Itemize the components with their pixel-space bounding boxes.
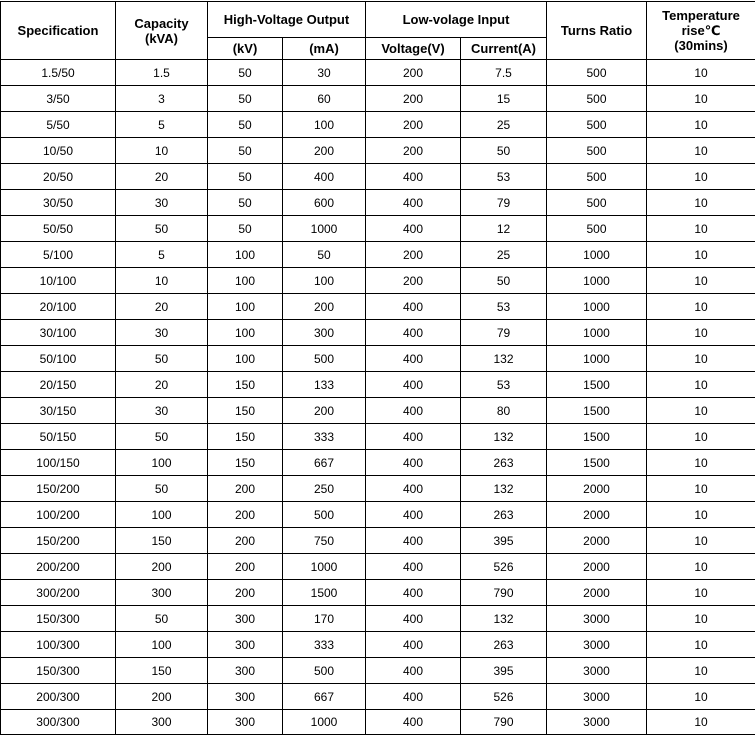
cell-lv-current: 53 <box>461 372 547 398</box>
table-row <box>1 710 755 735</box>
cell-specification: 300/300 <box>1 710 116 735</box>
cell-lv-voltage: 400 <box>366 398 461 424</box>
cell-hv-kv: 50 <box>208 86 283 112</box>
cell-capacity: 30 <box>116 320 208 346</box>
cell-capacity: 30 <box>116 190 208 216</box>
cell-turns-ratio: 3000 <box>547 658 647 684</box>
cell-hv-kv: 300 <box>208 632 283 658</box>
table-row <box>1 502 755 528</box>
table-row <box>1 580 755 606</box>
cell-hv-ma: 50 <box>283 242 366 268</box>
table-row <box>1 60 755 86</box>
cell-specification: 100/200 <box>1 502 116 528</box>
cell-turns-ratio: 1500 <box>547 424 647 450</box>
header-temperature-line1: Temperature <box>662 8 740 23</box>
cell-hv-kv: 200 <box>208 476 283 502</box>
cell-lv-voltage: 200 <box>366 60 461 86</box>
header-specification: Specification <box>1 2 116 60</box>
cell-lv-voltage: 200 <box>366 138 461 164</box>
table-row <box>1 372 755 398</box>
cell-capacity: 150 <box>116 658 208 684</box>
cell-lv-current: 132 <box>461 424 547 450</box>
cell-hv-kv: 200 <box>208 502 283 528</box>
cell-temperature-rise: 10 <box>647 346 755 372</box>
cell-capacity: 100 <box>116 450 208 476</box>
cell-turns-ratio: 500 <box>547 86 647 112</box>
header-high-voltage-output: High-Voltage Output <box>208 2 366 38</box>
cell-hv-ma: 667 <box>283 684 366 710</box>
cell-hv-kv: 100 <box>208 346 283 372</box>
cell-hv-ma: 250 <box>283 476 366 502</box>
cell-hv-ma: 1000 <box>283 710 366 735</box>
cell-temperature-rise: 10 <box>647 632 755 658</box>
cell-capacity: 300 <box>116 580 208 606</box>
cell-turns-ratio: 500 <box>547 112 647 138</box>
cell-lv-current: 53 <box>461 164 547 190</box>
cell-specification: 300/200 <box>1 580 116 606</box>
header-lv-current: Current(A) <box>461 38 547 60</box>
cell-turns-ratio: 500 <box>547 216 647 242</box>
table-row <box>1 138 755 164</box>
cell-temperature-rise: 10 <box>647 554 755 580</box>
cell-capacity: 20 <box>116 294 208 320</box>
cell-hv-kv: 300 <box>208 710 283 735</box>
cell-temperature-rise: 10 <box>647 398 755 424</box>
header-low-voltage-input: Low-volage Input <box>366 2 547 38</box>
cell-hv-ma: 333 <box>283 632 366 658</box>
cell-capacity: 10 <box>116 268 208 294</box>
table-row <box>1 424 755 450</box>
cell-temperature-rise: 10 <box>647 424 755 450</box>
cell-lv-current: 25 <box>461 242 547 268</box>
cell-hv-kv: 100 <box>208 242 283 268</box>
header-hv-kv: (kV) <box>208 38 283 60</box>
cell-lv-current: 132 <box>461 476 547 502</box>
cell-lv-current: 12 <box>461 216 547 242</box>
cell-lv-voltage: 400 <box>366 294 461 320</box>
cell-hv-ma: 1000 <box>283 554 366 580</box>
cell-hv-kv: 100 <box>208 294 283 320</box>
cell-hv-ma: 333 <box>283 424 366 450</box>
cell-turns-ratio: 500 <box>547 190 647 216</box>
cell-temperature-rise: 10 <box>647 658 755 684</box>
cell-lv-voltage: 400 <box>366 606 461 632</box>
cell-hv-ma: 667 <box>283 450 366 476</box>
cell-lv-current: 790 <box>461 580 547 606</box>
cell-temperature-rise: 10 <box>647 320 755 346</box>
table-row <box>1 632 755 658</box>
cell-lv-voltage: 400 <box>366 684 461 710</box>
cell-temperature-rise: 10 <box>647 138 755 164</box>
cell-hv-kv: 300 <box>208 684 283 710</box>
cell-specification: 1.5/50 <box>1 60 116 86</box>
cell-lv-current: 25 <box>461 112 547 138</box>
cell-specification: 30/100 <box>1 320 116 346</box>
cell-hv-ma: 400 <box>283 164 366 190</box>
cell-hv-ma: 500 <box>283 346 366 372</box>
table-row <box>1 268 755 294</box>
cell-lv-current: 263 <box>461 632 547 658</box>
cell-lv-voltage: 400 <box>366 502 461 528</box>
cell-capacity: 300 <box>116 710 208 735</box>
cell-lv-current: 526 <box>461 554 547 580</box>
cell-turns-ratio: 2000 <box>547 476 647 502</box>
cell-lv-voltage: 400 <box>366 528 461 554</box>
cell-capacity: 20 <box>116 372 208 398</box>
cell-lv-voltage: 400 <box>366 424 461 450</box>
cell-lv-voltage: 400 <box>366 710 461 735</box>
cell-turns-ratio: 2000 <box>547 502 647 528</box>
cell-hv-ma: 100 <box>283 112 366 138</box>
cell-temperature-rise: 10 <box>647 268 755 294</box>
cell-lv-voltage: 200 <box>366 86 461 112</box>
cell-turns-ratio: 1000 <box>547 294 647 320</box>
cell-lv-voltage: 400 <box>366 580 461 606</box>
cell-specification: 150/300 <box>1 606 116 632</box>
table-row <box>1 398 755 424</box>
cell-hv-ma: 750 <box>283 528 366 554</box>
cell-lv-current: 395 <box>461 658 547 684</box>
cell-hv-ma: 30 <box>283 60 366 86</box>
cell-specification: 5/50 <box>1 112 116 138</box>
cell-capacity: 5 <box>116 242 208 268</box>
cell-specification: 30/150 <box>1 398 116 424</box>
cell-specification: 10/100 <box>1 268 116 294</box>
cell-lv-voltage: 400 <box>366 216 461 242</box>
cell-hv-ma: 170 <box>283 606 366 632</box>
cell-capacity: 100 <box>116 632 208 658</box>
table-row <box>1 190 755 216</box>
cell-temperature-rise: 10 <box>647 86 755 112</box>
cell-lv-current: 263 <box>461 450 547 476</box>
cell-turns-ratio: 2000 <box>547 554 647 580</box>
cell-specification: 150/200 <box>1 476 116 502</box>
table-row <box>1 658 755 684</box>
cell-hv-ma: 1500 <box>283 580 366 606</box>
cell-hv-ma: 200 <box>283 138 366 164</box>
cell-turns-ratio: 3000 <box>547 606 647 632</box>
cell-lv-current: 50 <box>461 268 547 294</box>
cell-lv-voltage: 400 <box>366 554 461 580</box>
header-turns-ratio: Turns Ratio <box>547 2 647 60</box>
cell-specification: 100/150 <box>1 450 116 476</box>
table-row <box>1 216 755 242</box>
cell-hv-ma: 300 <box>283 320 366 346</box>
cell-hv-ma: 600 <box>283 190 366 216</box>
cell-specification: 20/150 <box>1 372 116 398</box>
cell-turns-ratio: 500 <box>547 164 647 190</box>
cell-capacity: 100 <box>116 502 208 528</box>
table-body <box>1 60 755 735</box>
cell-capacity: 50 <box>116 424 208 450</box>
cell-temperature-rise: 10 <box>647 112 755 138</box>
cell-hv-ma: 500 <box>283 502 366 528</box>
table-row <box>1 346 755 372</box>
cell-temperature-rise: 10 <box>647 528 755 554</box>
cell-lv-voltage: 400 <box>366 450 461 476</box>
cell-capacity: 30 <box>116 398 208 424</box>
header-hv-ma: (mA) <box>283 38 366 60</box>
header-temperature-line3: (30mins) <box>674 38 728 53</box>
cell-hv-kv: 50 <box>208 112 283 138</box>
table-row <box>1 476 755 502</box>
cell-capacity: 200 <box>116 554 208 580</box>
cell-specification: 3/50 <box>1 86 116 112</box>
cell-lv-current: 79 <box>461 190 547 216</box>
cell-hv-ma: 1000 <box>283 216 366 242</box>
cell-hv-ma: 60 <box>283 86 366 112</box>
table-row <box>1 242 755 268</box>
table-row <box>1 86 755 112</box>
cell-specification: 50/100 <box>1 346 116 372</box>
cell-hv-ma: 133 <box>283 372 366 398</box>
cell-capacity: 1.5 <box>116 60 208 86</box>
cell-hv-kv: 50 <box>208 138 283 164</box>
cell-lv-current: 395 <box>461 528 547 554</box>
cell-hv-kv: 50 <box>208 190 283 216</box>
cell-specification: 30/50 <box>1 190 116 216</box>
cell-specification: 150/300 <box>1 658 116 684</box>
cell-hv-ma: 500 <box>283 658 366 684</box>
header-lv-voltage: Voltage(V) <box>366 38 461 60</box>
cell-temperature-rise: 10 <box>647 216 755 242</box>
cell-capacity: 150 <box>116 528 208 554</box>
cell-hv-kv: 150 <box>208 372 283 398</box>
table-row <box>1 450 755 476</box>
cell-hv-kv: 100 <box>208 268 283 294</box>
cell-specification: 100/300 <box>1 632 116 658</box>
cell-specification: 20/100 <box>1 294 116 320</box>
cell-hv-kv: 200 <box>208 528 283 554</box>
cell-capacity: 50 <box>116 606 208 632</box>
cell-lv-current: 79 <box>461 320 547 346</box>
table-row <box>1 554 755 580</box>
cell-hv-kv: 100 <box>208 320 283 346</box>
cell-temperature-rise: 10 <box>647 294 755 320</box>
cell-lv-current: 53 <box>461 294 547 320</box>
header-capacity-line1: Capacity <box>134 15 189 31</box>
cell-lv-current: 526 <box>461 684 547 710</box>
cell-temperature-rise: 10 <box>647 580 755 606</box>
cell-lv-current: 80 <box>461 398 547 424</box>
cell-specification: 5/100 <box>1 242 116 268</box>
table-row <box>1 528 755 554</box>
cell-turns-ratio: 1500 <box>547 372 647 398</box>
cell-specification: 50/50 <box>1 216 116 242</box>
cell-lv-voltage: 400 <box>366 372 461 398</box>
cell-lv-voltage: 400 <box>366 346 461 372</box>
cell-temperature-rise: 10 <box>647 476 755 502</box>
cell-hv-kv: 150 <box>208 424 283 450</box>
cell-lv-voltage: 400 <box>366 632 461 658</box>
cell-temperature-rise: 10 <box>647 710 755 735</box>
cell-hv-kv: 200 <box>208 554 283 580</box>
cell-turns-ratio: 2000 <box>547 528 647 554</box>
cell-lv-current: 132 <box>461 346 547 372</box>
specification-table <box>0 1 755 735</box>
cell-hv-kv: 300 <box>208 606 283 632</box>
table-row <box>1 294 755 320</box>
cell-capacity: 3 <box>116 86 208 112</box>
cell-temperature-rise: 10 <box>647 684 755 710</box>
table-row <box>1 112 755 138</box>
cell-capacity: 10 <box>116 138 208 164</box>
cell-lv-voltage: 200 <box>366 112 461 138</box>
cell-temperature-rise: 10 <box>647 242 755 268</box>
header-capacity <box>116 2 208 60</box>
cell-turns-ratio: 500 <box>547 138 647 164</box>
cell-turns-ratio: 3000 <box>547 632 647 658</box>
cell-specification: 150/200 <box>1 528 116 554</box>
cell-turns-ratio: 1000 <box>547 268 647 294</box>
cell-specification: 200/300 <box>1 684 116 710</box>
table-row <box>1 684 755 710</box>
cell-specification: 20/50 <box>1 164 116 190</box>
cell-capacity: 50 <box>116 476 208 502</box>
cell-turns-ratio: 1500 <box>547 450 647 476</box>
cell-hv-kv: 200 <box>208 580 283 606</box>
cell-turns-ratio: 1000 <box>547 242 647 268</box>
table-row <box>1 320 755 346</box>
cell-lv-current: 263 <box>461 502 547 528</box>
cell-lv-voltage: 200 <box>366 242 461 268</box>
cell-temperature-rise: 10 <box>647 60 755 86</box>
cell-hv-kv: 150 <box>208 450 283 476</box>
cell-temperature-rise: 10 <box>647 190 755 216</box>
cell-lv-current: 15 <box>461 86 547 112</box>
cell-capacity: 50 <box>116 216 208 242</box>
cell-specification: 10/50 <box>1 138 116 164</box>
cell-turns-ratio: 2000 <box>547 580 647 606</box>
cell-hv-ma: 200 <box>283 398 366 424</box>
cell-lv-voltage: 400 <box>366 320 461 346</box>
cell-turns-ratio: 1500 <box>547 398 647 424</box>
cell-turns-ratio: 3000 <box>547 684 647 710</box>
cell-lv-voltage: 400 <box>366 190 461 216</box>
cell-capacity: 5 <box>116 112 208 138</box>
cell-turns-ratio: 1000 <box>547 320 647 346</box>
cell-lv-current: 132 <box>461 606 547 632</box>
cell-capacity: 50 <box>116 346 208 372</box>
cell-temperature-rise: 10 <box>647 372 755 398</box>
cell-temperature-rise: 10 <box>647 450 755 476</box>
cell-lv-voltage: 400 <box>366 658 461 684</box>
header-temperature-line2: rise℃ <box>681 23 721 38</box>
header-capacity-line2: (kVA) <box>145 30 178 46</box>
cell-hv-kv: 150 <box>208 398 283 424</box>
cell-lv-voltage: 200 <box>366 268 461 294</box>
cell-capacity: 200 <box>116 684 208 710</box>
cell-temperature-rise: 10 <box>647 502 755 528</box>
cell-hv-ma: 100 <box>283 268 366 294</box>
cell-hv-kv: 50 <box>208 216 283 242</box>
cell-lv-voltage: 400 <box>366 476 461 502</box>
cell-turns-ratio: 500 <box>547 60 647 86</box>
cell-lv-voltage: 400 <box>366 164 461 190</box>
header-temperature-rise <box>647 2 755 60</box>
table-row <box>1 164 755 190</box>
cell-temperature-rise: 10 <box>647 606 755 632</box>
cell-specification: 50/150 <box>1 424 116 450</box>
cell-capacity: 20 <box>116 164 208 190</box>
cell-hv-ma: 200 <box>283 294 366 320</box>
cell-hv-kv: 50 <box>208 60 283 86</box>
table-row <box>1 606 755 632</box>
cell-lv-current: 790 <box>461 710 547 735</box>
cell-turns-ratio: 1000 <box>547 346 647 372</box>
cell-lv-current: 50 <box>461 138 547 164</box>
table-header <box>1 2 755 60</box>
cell-hv-kv: 50 <box>208 164 283 190</box>
cell-turns-ratio: 3000 <box>547 710 647 735</box>
cell-hv-kv: 300 <box>208 658 283 684</box>
cell-temperature-rise: 10 <box>647 164 755 190</box>
cell-lv-current: 7.5 <box>461 60 547 86</box>
cell-specification: 200/200 <box>1 554 116 580</box>
